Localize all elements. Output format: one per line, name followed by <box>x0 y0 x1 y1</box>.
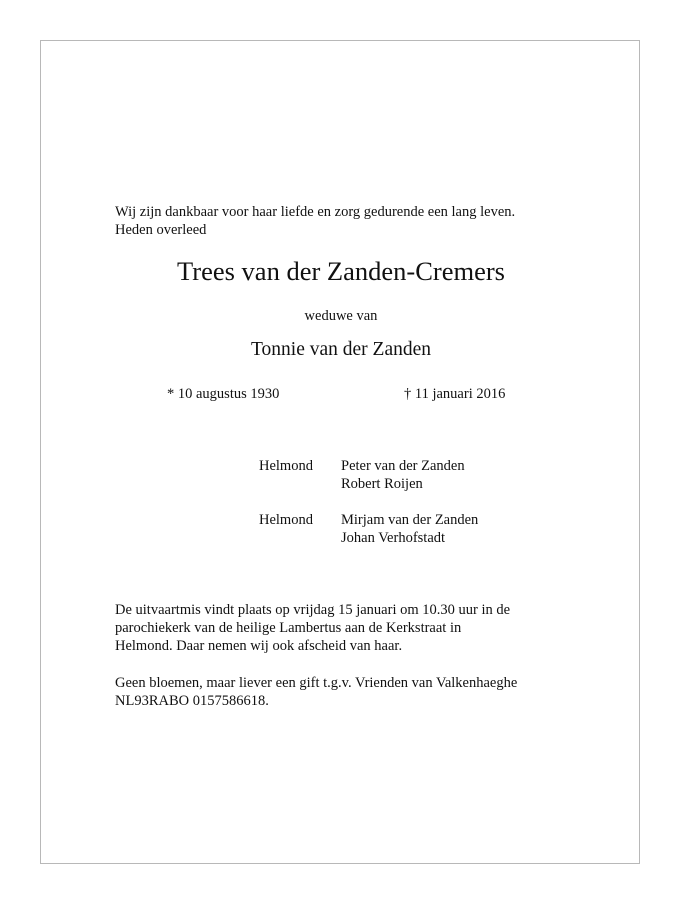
death-date: † 11 januari 2016 <box>404 386 506 402</box>
birth-date: * 10 augustus 1930 <box>167 386 280 402</box>
service-line-3: Helmond. Daar nemen wij ook afscheid van haar. <box>115 638 403 654</box>
obituary-card <box>40 40 640 864</box>
family-city-1: Helmond <box>259 458 313 474</box>
spouse-name: Tonnie van der Zanden <box>250 339 432 360</box>
family-member-1b: Robert Roijen <box>341 476 423 492</box>
family-member-2b: Johan Verhofstadt <box>341 530 446 546</box>
family-member-2a: Mirjam van der Zanden <box>341 512 479 528</box>
deceased-name: Trees van der Zanden-Cremers <box>177 256 505 286</box>
family-city-2: Helmond <box>259 512 313 528</box>
service-line-1: De uitvaartmis vindt plaats op vrijdag 15 januari om 10.30 uur in de <box>115 602 511 618</box>
relation-label: weduwe van <box>304 308 378 324</box>
donation-line-1: Geen bloemen, maar liever een gift t.g.v. Vrienden van Valkenhaeghe <box>115 675 518 691</box>
intro-line-2: Heden overleed <box>115 222 207 238</box>
intro-line-1: Wij zijn dankbaar voor haar liefde en zorg gedurende een lang leven. <box>115 204 516 220</box>
service-line-2: parochiekerk van de heilige Lambertus aan de Kerkstraat in <box>115 620 462 636</box>
donation-line-2: NL93RABO 0157586618. <box>115 693 269 709</box>
family-member-1a: Peter van der Zanden <box>341 458 465 474</box>
